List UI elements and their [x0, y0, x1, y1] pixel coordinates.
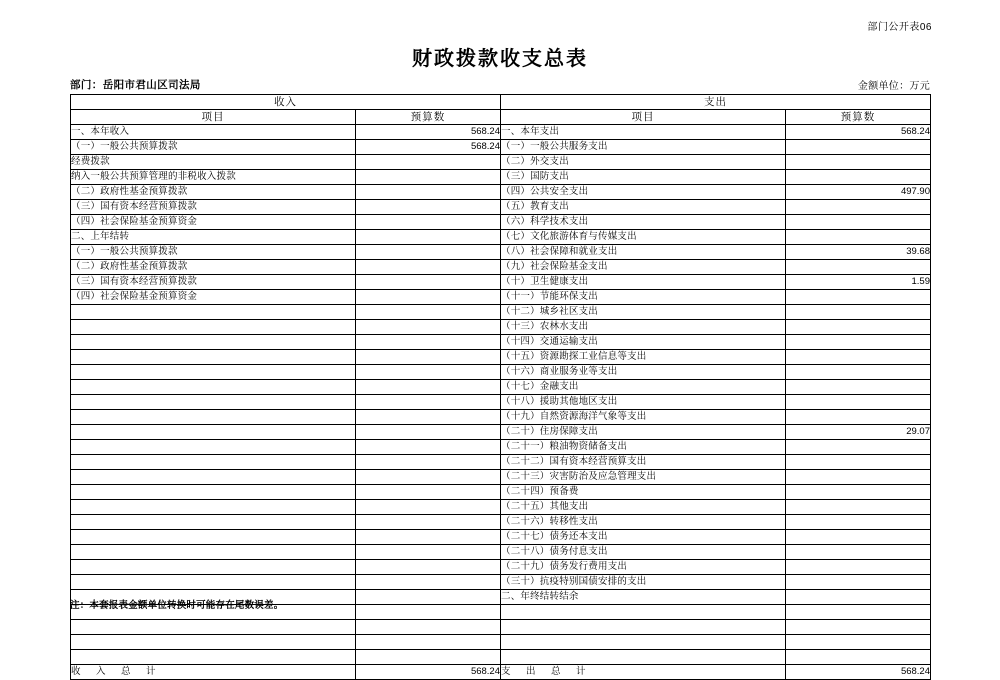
expense-item-label — [501, 620, 786, 635]
income-item-value — [356, 380, 501, 395]
expense-item-label: （十三）农林水支出 — [501, 320, 786, 335]
income-item-label — [71, 350, 356, 365]
income-item-label — [71, 575, 356, 590]
expense-item-label: （二十七）债务还本支出 — [501, 530, 786, 545]
table-row — [71, 170, 931, 185]
income-item-value — [356, 485, 501, 500]
income-item-label: （三）国有资本经营预算拨款 — [71, 200, 356, 215]
expense-item-label: （二十一）粮油物资储备支出 — [501, 440, 786, 455]
income-item-label: （三）国有资本经营预算拨款 — [71, 275, 356, 290]
total-row — [71, 665, 931, 680]
expense-item-value — [786, 575, 931, 590]
income-item-value — [356, 260, 501, 275]
income-item-value — [356, 170, 501, 185]
expense-item-label: （十八）援助其他地区支出 — [501, 395, 786, 410]
expense-item-label: （二）外交支出 — [501, 155, 786, 170]
expense-item-label: （二十）住房保障支出 — [501, 425, 786, 440]
expense-item-label — [501, 635, 786, 650]
income-item-label — [71, 380, 356, 395]
income-item-value — [356, 230, 501, 245]
income-item-label — [71, 515, 356, 530]
footer-note-prefix: 注： — [70, 600, 90, 611]
income-item-value — [356, 155, 501, 170]
table-row — [71, 530, 931, 545]
expense-item-value: 39.68 — [786, 245, 931, 260]
expense-item-value — [786, 230, 931, 245]
income-item-value — [356, 275, 501, 290]
expense-item-value: 497.90 — [786, 185, 931, 200]
income-item-value: 568.24 — [356, 140, 501, 155]
table-row — [71, 125, 931, 140]
table-row — [71, 500, 931, 515]
income-item-value — [356, 620, 501, 635]
expense-item-value — [786, 335, 931, 350]
income-item-value — [356, 365, 501, 380]
income-item-label: （四）社会保险基金预算资金 — [71, 215, 356, 230]
expense-item-label: 二、年终结转结余 — [501, 590, 786, 605]
expense-item-label: （二十三）灾害防治及应急管理支出 — [501, 470, 786, 485]
income-item-label — [71, 410, 356, 425]
income-item-value — [356, 545, 501, 560]
income-item-label — [71, 425, 356, 440]
expense-item-value — [786, 140, 931, 155]
table-row — [71, 230, 931, 245]
income-item-value — [356, 470, 501, 485]
income-item-value — [356, 350, 501, 365]
expense-item-label: （五）教育支出 — [501, 200, 786, 215]
table-row — [71, 320, 931, 335]
expense-item-value — [786, 500, 931, 515]
expense-item-label: （二十二）国有资本经营预算支出 — [501, 455, 786, 470]
income-item-value — [356, 605, 501, 620]
expense-item-value — [786, 620, 931, 635]
form-code-label: 部门公开表06 — [867, 22, 932, 33]
income-item-value — [356, 245, 501, 260]
column-header-income-item: 项目 — [71, 110, 356, 125]
expense-item-value — [786, 350, 931, 365]
expense-item-value — [786, 605, 931, 620]
table-row — [71, 275, 931, 290]
table-head — [71, 95, 931, 125]
expense-item-label: （八）社会保障和就业支出 — [501, 245, 786, 260]
table-row — [71, 575, 931, 590]
expense-item-value — [786, 455, 931, 470]
income-item-label: （二）政府性基金预算拨款 — [71, 185, 356, 200]
income-item-value — [356, 590, 501, 605]
income-item-value — [356, 560, 501, 575]
expense-item-label: （二十八）债务付息支出 — [501, 545, 786, 560]
expense-item-value: 29.07 — [786, 425, 931, 440]
income-item-label — [71, 635, 356, 650]
meta-row — [70, 77, 930, 92]
expense-item-label: （九）社会保险基金支出 — [501, 260, 786, 275]
expense-item-value — [786, 320, 931, 335]
table-row — [71, 440, 931, 455]
expense-item-value — [786, 290, 931, 305]
table-row — [71, 470, 931, 485]
expense-item-value — [786, 470, 931, 485]
table-row — [71, 560, 931, 575]
income-item-value — [356, 575, 501, 590]
table-row — [71, 350, 931, 365]
expense-item-value — [786, 365, 931, 380]
income-item-value — [356, 440, 501, 455]
expense-item-label: （十）卫生健康支出 — [501, 275, 786, 290]
group-header-expense: 支出 — [501, 95, 931, 110]
income-item-label: 经费拨款 — [71, 155, 356, 170]
expense-item-label: （十二）城乡社区支出 — [501, 305, 786, 320]
table-row — [71, 245, 931, 260]
expense-item-value — [786, 650, 931, 665]
income-item-value — [356, 515, 501, 530]
total-income-label: 收 入 总 计 — [71, 665, 356, 680]
income-item-value — [356, 320, 501, 335]
expense-item-value — [786, 155, 931, 170]
table-row — [71, 455, 931, 470]
expense-item-label: （六）科学技术支出 — [501, 215, 786, 230]
income-item-value — [356, 305, 501, 320]
income-item-label — [71, 485, 356, 500]
income-item-value — [356, 530, 501, 545]
expense-item-label — [501, 605, 786, 620]
expense-item-label: （四）公共安全支出 — [501, 185, 786, 200]
department-label: 部门：岳阳市君山区司法局 — [70, 79, 201, 91]
table-row — [71, 410, 931, 425]
expense-item-label: （二十九）债务发行费用支出 — [501, 560, 786, 575]
expense-item-value — [786, 395, 931, 410]
income-item-label — [71, 620, 356, 635]
table-row — [71, 215, 931, 230]
income-item-label: （二）政府性基金预算拨款 — [71, 260, 356, 275]
total-income-value: 568.24 — [356, 665, 501, 680]
expense-item-label: （十七）金融支出 — [501, 380, 786, 395]
income-item-label — [71, 650, 356, 665]
expense-item-label: 一、本年支出 — [501, 125, 786, 140]
income-item-label — [71, 440, 356, 455]
group-header-row — [71, 95, 931, 110]
income-item-value — [356, 200, 501, 215]
expense-item-value — [786, 380, 931, 395]
expense-item-value — [786, 170, 931, 185]
page-title: 财政拨款收支总表 — [412, 48, 588, 70]
table-row — [71, 200, 931, 215]
income-item-label: 纳入一般公共预算管理的非税收入拨款 — [71, 170, 356, 185]
income-item-value — [356, 425, 501, 440]
table-row — [71, 155, 931, 170]
column-header-expense-budget: 预算数 — [786, 110, 931, 125]
income-item-label: 一、本年收入 — [71, 125, 356, 140]
table-row — [71, 140, 931, 155]
expense-item-label: （二十五）其他支出 — [501, 500, 786, 515]
income-item-label: 二、上年结转 — [71, 230, 356, 245]
income-item-value — [356, 395, 501, 410]
income-item-value — [356, 335, 501, 350]
table-row — [71, 515, 931, 530]
expense-item-label: （七）文化旅游体育与传媒支出 — [501, 230, 786, 245]
table-row — [71, 260, 931, 275]
income-item-value — [356, 215, 501, 230]
column-header-income-budget: 预算数 — [356, 110, 501, 125]
expense-item-value — [786, 635, 931, 650]
income-item-label — [71, 560, 356, 575]
expense-item-value — [786, 545, 931, 560]
expense-item-value — [786, 410, 931, 425]
column-header-expense-item: 项目 — [501, 110, 786, 125]
total-expense-value: 568.24 — [786, 665, 931, 680]
expense-item-label: （十一）节能环保支出 — [501, 290, 786, 305]
table-row — [71, 365, 931, 380]
income-item-value — [356, 410, 501, 425]
budget-table — [70, 94, 931, 680]
expense-item-value: 1.59 — [786, 275, 931, 290]
expense-item-label: （十四）交通运输支出 — [501, 335, 786, 350]
group-header-income: 收入 — [71, 95, 501, 110]
expense-item-value — [786, 260, 931, 275]
expense-item-label: （二十四）预备费 — [501, 485, 786, 500]
expense-item-value — [786, 590, 931, 605]
table-row — [71, 185, 931, 200]
income-item-label — [71, 365, 356, 380]
expense-item-value — [786, 215, 931, 230]
income-item-label — [71, 470, 356, 485]
income-item-label — [71, 500, 356, 515]
expense-item-label: （一）一般公共服务支出 — [501, 140, 786, 155]
expense-item-label: （三）国防支出 — [501, 170, 786, 185]
table-row — [71, 380, 931, 395]
expense-item-value — [786, 305, 931, 320]
table-row — [71, 620, 931, 635]
expense-item-label: （十五）资源勘探工业信息等支出 — [501, 350, 786, 365]
column-header-row — [71, 110, 931, 125]
footer-note — [70, 597, 283, 611]
table-row — [71, 290, 931, 305]
table-body — [71, 125, 931, 665]
income-item-label — [71, 545, 356, 560]
income-item-label: （四）社会保险基金预算资金 — [71, 290, 356, 305]
table-row — [71, 485, 931, 500]
income-item-value — [356, 185, 501, 200]
income-item-label — [71, 335, 356, 350]
amount-unit-label: 金额单位：万元 — [857, 81, 930, 92]
income-item-value: 568.24 — [356, 125, 501, 140]
total-expense-label: 支 出 总 计 — [501, 665, 786, 680]
footer-note-text: 本套报表金额单位转换时可能存在尾数误差。 — [89, 600, 284, 611]
income-item-label — [71, 305, 356, 320]
expense-item-value — [786, 200, 931, 215]
expense-item-label: （十六）商业服务业等支出 — [501, 365, 786, 380]
table-row — [71, 545, 931, 560]
expense-item-label: （二十六）转移性支出 — [501, 515, 786, 530]
income-item-value — [356, 635, 501, 650]
expense-item-label: （三十）抗疫特别国债安排的支出 — [501, 575, 786, 590]
expense-item-label — [501, 650, 786, 665]
expense-item-value — [786, 560, 931, 575]
income-item-value — [356, 500, 501, 515]
income-item-value — [356, 650, 501, 665]
income-item-value — [356, 455, 501, 470]
expense-item-value — [786, 515, 931, 530]
expense-item-value — [786, 530, 931, 545]
table-row — [71, 650, 931, 665]
expense-item-label: （十九）自然资源海洋气象等支出 — [501, 410, 786, 425]
expense-item-value — [786, 440, 931, 455]
income-item-label — [71, 455, 356, 470]
income-item-label — [71, 320, 356, 335]
income-item-label — [71, 530, 356, 545]
income-item-label: （一）一般公共预算拨款 — [71, 140, 356, 155]
income-item-label: （一）一般公共预算拨款 — [71, 245, 356, 260]
table-row — [71, 425, 931, 440]
income-item-value — [356, 290, 501, 305]
table-row — [71, 335, 931, 350]
expense-item-value — [786, 485, 931, 500]
table-foot — [71, 665, 931, 680]
table-row — [71, 395, 931, 410]
table-row — [71, 305, 931, 320]
table-row — [71, 635, 931, 650]
income-item-label — [71, 395, 356, 410]
expense-item-value: 568.24 — [786, 125, 931, 140]
